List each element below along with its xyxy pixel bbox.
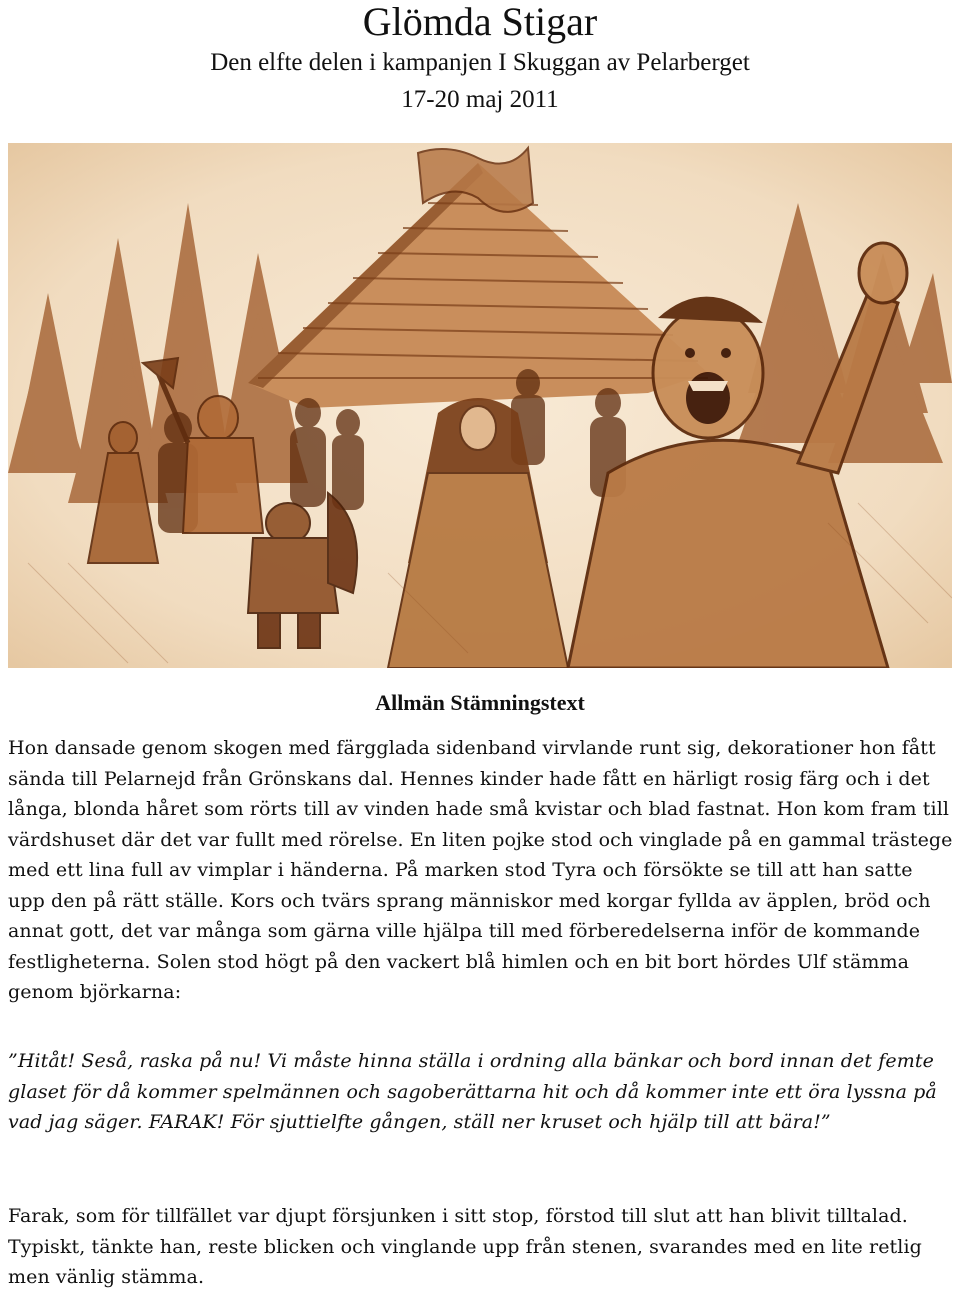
document-subtitle: Den elfte delen i kampanjen I Skuggan av Pelarberget: [210, 49, 750, 76]
paragraph-farak: Farak, som för tillfället var djupt försjunken i sitt stop, förstod till slut att han blivit tilltalad. Typiskt, tänkte han, reste blicken och vinglande upp från stenen, svarandes med en lite retlig men vänlig stämma.: [8, 1205, 922, 1288]
document-dates: 17-20 maj 2011: [401, 86, 559, 113]
paragraph-quote: ”Hitåt! Seså, raska på nu! Vi måste hinna ställa i ordning alla bänkar och bord innan det femte glaset för då kommer spelmännen och sagoberättarna hit och då kommer inte ett öra lyssna på vad jag säger. FARAK! För sjuttielfte gången, ställ ner kruset och hjälp till att bära!”: [8, 1050, 937, 1133]
section-heading: Allmän Stämningstext: [375, 690, 585, 715]
document-title: Glömda Stigar: [362, 0, 598, 44]
paragraph-intro: Hon dansade genom skogen med färgglada sidenband virvlande runt sig, dekorationer hon fått sända till Pelarnejd från Grönskans dal. Hennes kinder hade fått en härligt rosig färg och i det långa, blonda håret som rörts till av vinden hade små kvistar och blad fastnat. Hon kom fram till värdshuset där det var fullt med rörelse. En liten pojke stod och vinglade på en gammal trästege med ett lina full av vimplar i händerna. På marken stod Tyra och försökte se till att han satte upp den på rätt ställe. Kors och tvärs sprang människor med korgar fyllda av äpplen, bröd och annat gott, det var många som gärna ville hjälpa till med förberedelserna inför de kommande festligheterna. Solen stod högt på den vackert blå himlen och en bit bort hördes Ulf stämma genom björkarna:: [8, 737, 953, 1003]
sepia-drawing-festival-illustration: [8, 143, 952, 668]
